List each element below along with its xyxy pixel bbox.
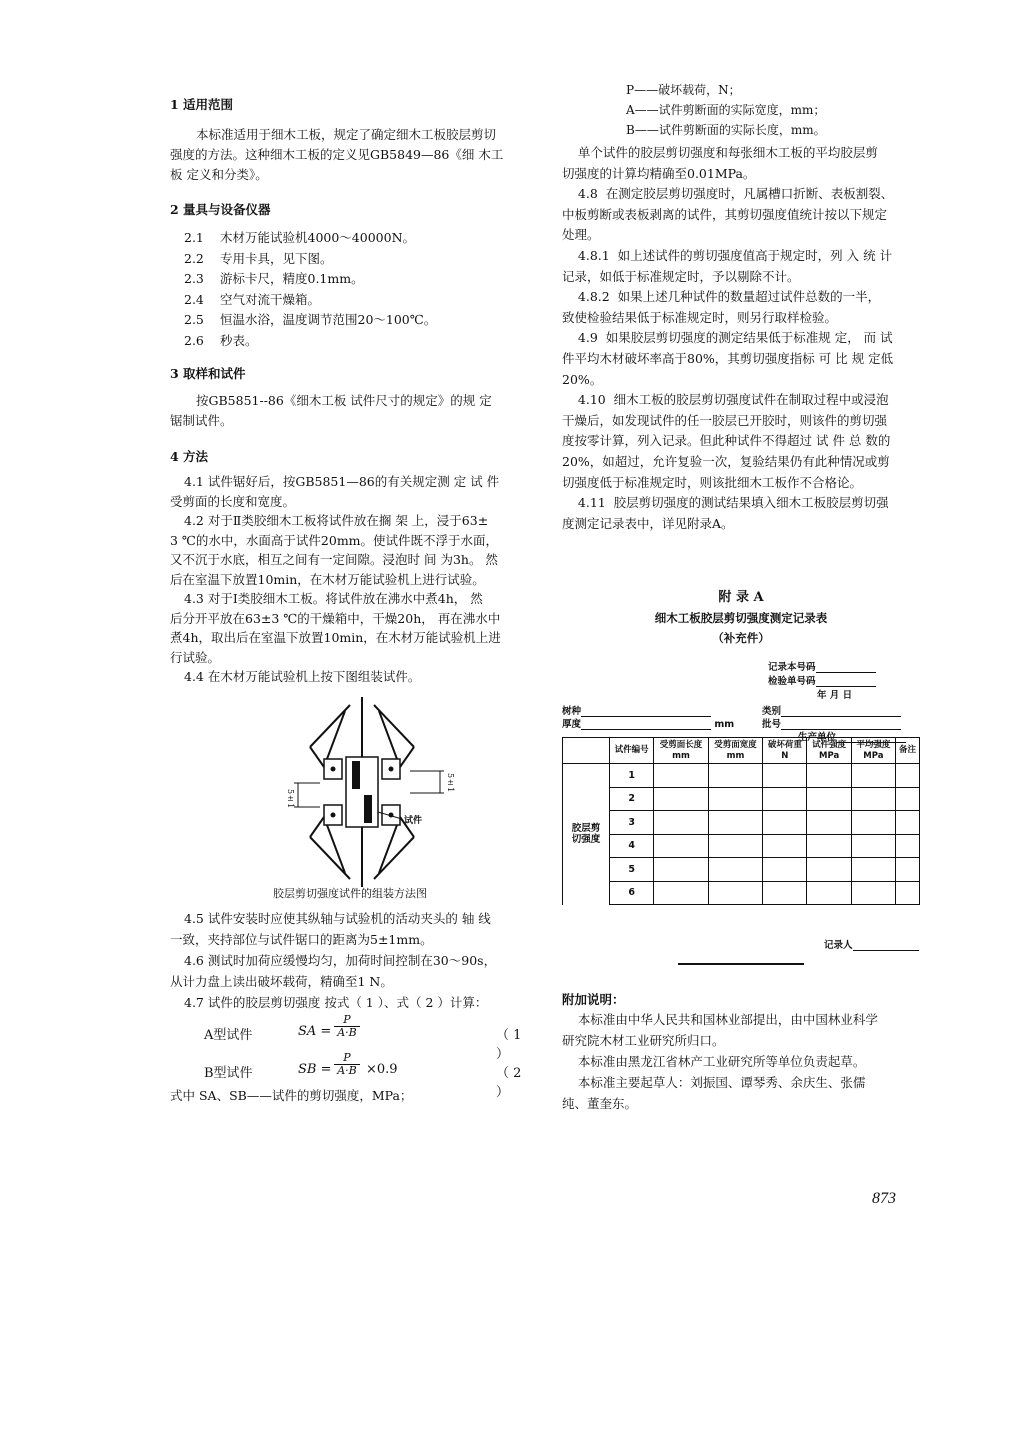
list-item bbox=[184, 228, 436, 249]
item-text: 秒表。 bbox=[220, 332, 258, 348]
table-cell bbox=[851, 881, 895, 905]
formula-number: （ 2 ） bbox=[496, 1066, 522, 1100]
table-cell bbox=[807, 834, 851, 858]
table-cell bbox=[654, 858, 708, 882]
field-label: 检验单号码 bbox=[768, 676, 816, 687]
record-table bbox=[562, 737, 920, 905]
table-cell bbox=[654, 811, 708, 835]
text-line: 4.5 试件安装时应使其纵轴与试验机的活动夹头的 轴 线 bbox=[184, 911, 491, 926]
figure-caption: 胶层剪切强度试件的组装方法图 bbox=[273, 887, 427, 900]
text-line: 本标准由中华人民共和国林业部提出，由中国林业科学 bbox=[562, 1012, 878, 1027]
section-3-title: 3 取样和试件 bbox=[170, 366, 246, 381]
table-cell bbox=[654, 881, 708, 905]
text-line: 单个试件的胶层剪切强度和每张细木工板的平均胶层剪 bbox=[562, 145, 878, 160]
text-line: 度测定记录表中，详见附录A。 bbox=[562, 515, 734, 531]
table-cell bbox=[763, 787, 807, 811]
section-1-line bbox=[170, 125, 496, 145]
table-cell bbox=[807, 858, 851, 882]
item-text: 恒温水浴，温度调节范围20～100℃。 bbox=[220, 312, 437, 327]
field-line bbox=[853, 939, 919, 951]
right-paragraphs bbox=[562, 143, 893, 534]
text-line: 处理。 bbox=[562, 227, 600, 243]
table-cell bbox=[807, 764, 851, 788]
field-label: 树种 bbox=[562, 706, 582, 717]
specimen-number: 1 bbox=[610, 764, 654, 788]
text-line: 4.7 试件的胶层剪切强度 按式（ 1 ）、式（ 2 ）计算： bbox=[184, 995, 488, 1010]
table-header: 破坏荷重 N bbox=[763, 738, 807, 764]
denominator: A·B bbox=[334, 1064, 360, 1077]
section-4-title: 4 方法 bbox=[170, 449, 209, 464]
list-item bbox=[184, 310, 436, 331]
table-header: 备注 bbox=[896, 738, 920, 764]
formula-number: （ 1 ） bbox=[496, 1028, 522, 1062]
table-cell bbox=[763, 881, 807, 905]
specimen-number: 4 bbox=[610, 834, 654, 858]
dimension-label: 5±1 bbox=[286, 789, 295, 809]
formula-label: A型试件 bbox=[204, 1028, 253, 1043]
category-field bbox=[762, 703, 901, 717]
section-3-line: 锯制试件。 bbox=[170, 413, 233, 428]
section-1-line: 板 定义和分类》。 bbox=[170, 167, 268, 182]
section-2-list bbox=[184, 228, 436, 351]
appendix-title: 附 录 A bbox=[718, 590, 764, 605]
variable-definitions bbox=[626, 80, 826, 140]
text-line: 干燥后，如发现试件的任一胶层已开胶时，则该件的剪切强 bbox=[562, 412, 888, 428]
addendum-title: 附加说明： bbox=[562, 992, 625, 1007]
text-line: 受剪面的长度和宽度。 bbox=[170, 493, 296, 509]
formula-label: B型试件 bbox=[204, 1066, 253, 1081]
text-line: 本标准适用于细木工板，规定了确定细木工板胶层剪切 bbox=[196, 127, 497, 142]
section-4-paragraphs-2 bbox=[170, 908, 496, 1013]
text-line: 煮4h，取出后在室温下放置10min，在木材万能试验机上进 bbox=[170, 630, 501, 645]
table-row bbox=[563, 834, 920, 858]
table-cell bbox=[763, 764, 807, 788]
field-label: 批号 bbox=[762, 719, 782, 730]
table-cell bbox=[708, 787, 762, 811]
denominator: A·B bbox=[334, 1026, 360, 1039]
item-number: 2.3 bbox=[184, 271, 204, 286]
section-2-title: 2 量具与设备仪器 bbox=[170, 202, 271, 217]
table-cell bbox=[851, 858, 895, 882]
table-cell bbox=[763, 811, 807, 835]
record-book-field bbox=[768, 659, 876, 673]
table-header: 受剪面宽度 mm bbox=[708, 738, 762, 764]
table-header: 试件强度 MPa bbox=[807, 738, 851, 764]
table-cell bbox=[708, 881, 762, 905]
record-table-body bbox=[563, 738, 920, 905]
table-cell bbox=[708, 858, 762, 882]
text-line: 后在室温下放置10min，在木材万能试验机上进行试验。 bbox=[170, 571, 485, 587]
text-line: 行试验。 bbox=[170, 649, 221, 665]
text-line: 4.2 对于Ⅱ类胶细木工板将试件放在搁 架 上，浸于63± bbox=[184, 513, 489, 528]
table-row bbox=[563, 811, 920, 835]
page-number: 873 bbox=[872, 1190, 896, 1207]
table-cell bbox=[807, 787, 851, 811]
formula-fraction bbox=[330, 1052, 364, 1077]
table-cell bbox=[851, 787, 895, 811]
list-item bbox=[184, 331, 436, 352]
item-number: 2.5 bbox=[184, 312, 204, 327]
appendix-subtitle: 细木工板胶层剪切强度测定记录表 bbox=[654, 611, 828, 625]
check-sheet-field bbox=[768, 673, 876, 687]
thickness-field bbox=[562, 716, 734, 730]
appendix-note: （补充件） bbox=[712, 631, 770, 645]
item-number: 2.4 bbox=[184, 291, 204, 307]
field-label: 厚度 bbox=[562, 719, 582, 730]
list-item bbox=[184, 290, 436, 311]
table-cell bbox=[763, 834, 807, 858]
table-cell bbox=[654, 787, 708, 811]
text-line: 20%，如超过，允许复验一次，复验结果仍有此种情况或剪 bbox=[562, 453, 890, 469]
formula-lhs: SB = bbox=[298, 1062, 332, 1077]
formula-where: 式中 SA、SB——试件的剪切强度，MPa； bbox=[170, 1088, 413, 1103]
text-line: 本标准由黑龙江省林产工业研究所等单位负责起草。 bbox=[562, 1054, 866, 1069]
text-line: 4.8.1 如上述试件的剪切强度值高于规定时，列 入 统 计 bbox=[562, 247, 893, 263]
variable-definition: B——试件剪断面的实际长度，mm。 bbox=[626, 123, 826, 137]
text-line: 4.9 如果胶层剪切强度的测定结果低于标准规 定， 而 试 bbox=[562, 330, 893, 346]
assembly-diagram bbox=[286, 697, 480, 887]
text-line: 后分开平放在63±3 ℃的干燥箱中，干燥20h， 再在沸水中 bbox=[170, 610, 501, 626]
text-line: 4.10 细木工板的胶层剪切强度试件在制取过程中或浸泡 bbox=[562, 392, 889, 408]
table-cell bbox=[896, 858, 920, 882]
table-cell bbox=[896, 834, 920, 858]
table-row-label: 胶层剪 切强度 bbox=[563, 764, 610, 905]
text-line: 度按零计算，列入记录。但此种试件不得超过 试 件 总 数的 bbox=[562, 433, 891, 449]
text-line: 4.4 在木材万能试验机上按下图组装试件。 bbox=[184, 669, 421, 684]
text-line: 4.3 对于Ⅰ类胶细木工板。将试件放在沸水中煮4h， 然 bbox=[184, 591, 483, 606]
list-item bbox=[184, 269, 436, 290]
text-line: 致使检验结果低于标准规定时，则另行取样检验。 bbox=[562, 309, 838, 325]
field-label: 记录本号码 bbox=[768, 662, 816, 673]
section-1-title: 1 适用范围 bbox=[170, 97, 234, 112]
text-line: 记录，如低于标准规定时，予以剔除不计。 bbox=[562, 268, 800, 284]
recorder-field bbox=[824, 937, 919, 951]
field-label: 类别 bbox=[762, 706, 782, 717]
text-line: 纯、董奎东。 bbox=[562, 1096, 638, 1111]
table-cell bbox=[563, 738, 610, 764]
numerator: P bbox=[343, 1013, 351, 1026]
specimen-number: 2 bbox=[610, 787, 654, 811]
variable-definition: A——试件剪断面的实际宽度，mm； bbox=[626, 103, 826, 117]
date-field: 年 月 日 bbox=[817, 690, 853, 701]
table-row bbox=[563, 881, 920, 905]
text-line: 4.11 胶层剪切强度的测试结果填入细木工板胶层剪切强 bbox=[562, 495, 889, 511]
field-label: 生产单位 bbox=[798, 732, 837, 743]
item-text: 空气对流干燥箱。 bbox=[220, 291, 321, 307]
field-line bbox=[816, 661, 876, 673]
addendum-text bbox=[562, 1009, 878, 1114]
item-number: 2.6 bbox=[184, 332, 204, 348]
table-cell bbox=[851, 811, 895, 835]
specimen-number: 6 bbox=[610, 881, 654, 905]
table-cell bbox=[708, 811, 762, 835]
table-cell bbox=[708, 764, 762, 788]
formula-fraction bbox=[330, 1014, 364, 1039]
text-line: 本标准主要起草人：刘振国、谭琴秀、余庆生、张儒 bbox=[562, 1075, 866, 1090]
table-cell bbox=[896, 787, 920, 811]
specimen-label: 试件 bbox=[404, 816, 423, 826]
formula-a bbox=[170, 1013, 530, 1062]
unit-label: mm bbox=[714, 719, 735, 730]
dimension-label: 5±1 bbox=[446, 773, 455, 793]
text-line: 一致，夹持部位与试件锯口的距离为5±1mm。 bbox=[170, 932, 433, 947]
item-text: 游标卡尺，精度0.1mm。 bbox=[220, 271, 364, 286]
text-line: 切强度的计算均精确至0.01MPa。 bbox=[562, 165, 756, 181]
table-row bbox=[563, 858, 920, 882]
specimen-number: 5 bbox=[610, 858, 654, 882]
numerator: P bbox=[343, 1051, 351, 1064]
list-item bbox=[184, 249, 436, 270]
section-4-paragraphs bbox=[170, 472, 501, 687]
field-line bbox=[816, 675, 876, 687]
table-cell bbox=[851, 764, 895, 788]
text-line: 切强度低于标准规定时，则该批细木工板作不合格论。 bbox=[562, 474, 863, 490]
table-header-row bbox=[563, 738, 920, 764]
text-line: 中板剪断或表板剥离的试件，其剪切强度值统计按以下规定 bbox=[562, 206, 888, 222]
table-header: 试件编号 bbox=[610, 738, 654, 764]
table-cell bbox=[807, 811, 851, 835]
table-cell bbox=[708, 834, 762, 858]
text-line: 20%。 bbox=[562, 371, 603, 387]
item-text: 专用卡具，见下图。 bbox=[220, 250, 333, 266]
formula-lhs: SA = bbox=[298, 1024, 332, 1039]
batch-field bbox=[762, 716, 901, 730]
item-number: 2.2 bbox=[184, 250, 204, 266]
text-line: 研究院木材工业研究所归口。 bbox=[562, 1033, 725, 1048]
table-cell bbox=[654, 764, 708, 788]
item-text: 木材万能试验机4000～40000N。 bbox=[220, 230, 416, 245]
field-line bbox=[581, 718, 711, 730]
text-line: 从计力盘上读出破坏载荷，精确至1 N。 bbox=[170, 974, 393, 989]
text-line: 4.6 测试时加荷应缓慢均匀，加荷时间控制在30～90s， bbox=[184, 953, 497, 968]
text-line: 4.8 在测定胶层剪切强度时，凡属槽口折断、表板割裂、 bbox=[562, 186, 894, 202]
species-field bbox=[562, 703, 711, 717]
text-line: 又不沉于水底，相互之间有一定间隙。浸泡时 间 为3h。 然 bbox=[170, 552, 498, 567]
table-header: 受剪面长度 mm bbox=[654, 738, 708, 764]
table-row bbox=[563, 787, 920, 811]
text-line: 3 ℃的水中，水面高于试件20mm。使试件既不浮于水面， bbox=[170, 532, 499, 548]
text-line: 4.1 试件锯好后，按GB5851—86的有关规定测 定 试 件 bbox=[184, 474, 500, 489]
table-header: 平均强度 MPa bbox=[851, 738, 895, 764]
table-cell bbox=[807, 881, 851, 905]
table-cell bbox=[896, 811, 920, 835]
table-cell bbox=[896, 764, 920, 788]
table-cell bbox=[654, 834, 708, 858]
text-line: 件平均木材破坏率高于80%，其剪切强度指标 可 比 规 定低 bbox=[562, 350, 894, 366]
variable-definition: P——破坏载荷，N； bbox=[626, 83, 741, 97]
divider-line bbox=[678, 963, 804, 965]
table-cell bbox=[851, 834, 895, 858]
formula-multiplier: ×0.9 bbox=[366, 1062, 398, 1077]
table-cell bbox=[896, 881, 920, 905]
text-line: 4.8.2 如果上述几种试件的数量超过试件总数的一半， bbox=[562, 289, 881, 305]
section-1-line: 强度的方法。这种细木工板的定义见GB5849—86《细 木工 bbox=[170, 147, 504, 162]
specimen-number: 3 bbox=[610, 811, 654, 835]
table-cell bbox=[763, 858, 807, 882]
section-3-line: 按GB5851--86《细木工板 试件尺寸的规定》的规 定 bbox=[196, 393, 492, 408]
field-label: 记录人 bbox=[824, 940, 853, 951]
item-number: 2.1 bbox=[184, 230, 204, 245]
table-row bbox=[563, 764, 920, 788]
